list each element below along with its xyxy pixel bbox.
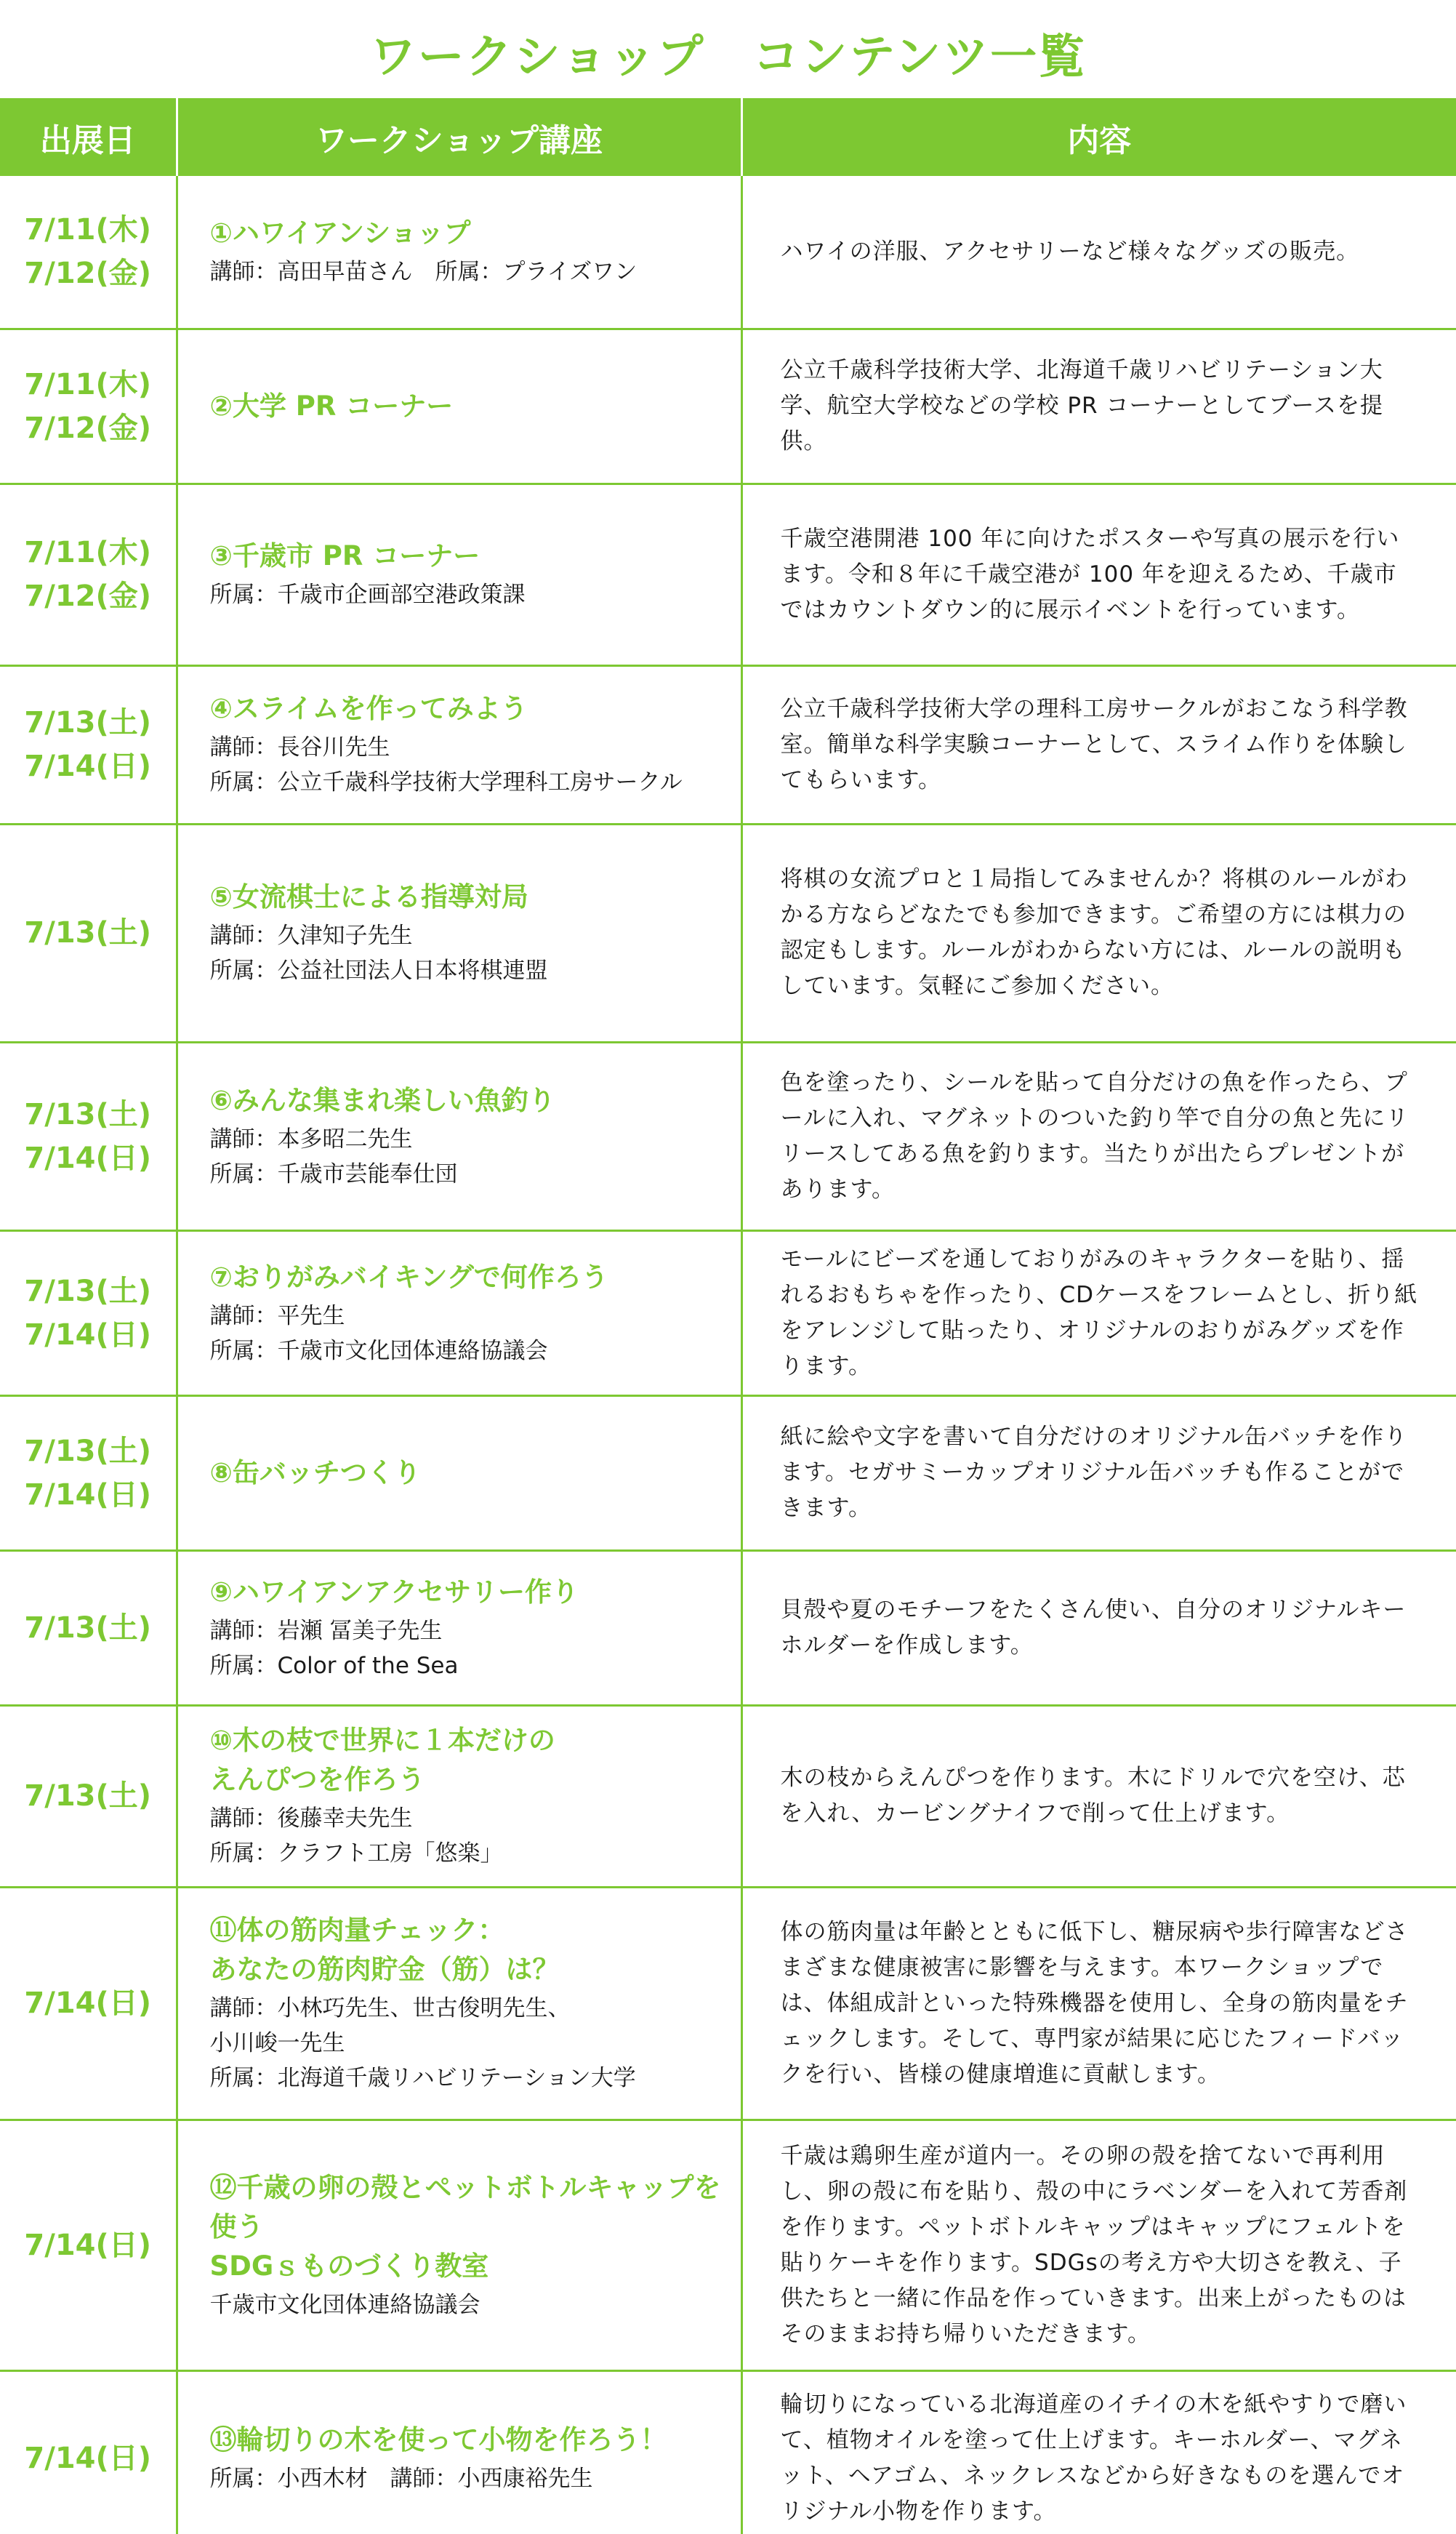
course-cell: [177, 1395, 741, 1550]
description-cell: 千歳は鶏卵生産が道内一。その卵の殻を捨てないで再利用し、卵の殻に布を貼り、殻の中にラベンダーを入れて芳香剤を作ります。ペットボトルキャップはキャップにフェルトを貼りケーキを作ります。SDGsの考え方や大切さを教え、子供たちと一緒に作品を作っていきます。出来上がったものはそのままお持ち帰りいただきます。: [741, 2120, 1456, 2370]
table-row: [0, 665, 1456, 824]
date-text: 7/12(金): [24, 580, 152, 613]
table-row: [0, 329, 1456, 484]
course-info-line: 所属：北海道千歳リハビリテーション大学: [209, 2065, 636, 2091]
course-info: [210, 1299, 726, 1368]
course-name-line: ⑪体の筋肉量チェック：: [209, 1914, 505, 1946]
description-cell: 千歳空港開港 100 年に向けたポスターや写真の展示を行います。令和８年に千歳空港が 100 年を迎えるため、千歳市ではカウントダウン的に展示イベントを行っています。: [741, 484, 1456, 665]
date-cell: [0, 824, 177, 1042]
course-cell: [177, 1887, 741, 2120]
workshop-table: [0, 98, 1456, 2534]
course-cell: [177, 2120, 741, 2370]
date-cell: [0, 2370, 177, 2534]
date-text: 7/13(土): [24, 1611, 152, 1645]
table-row: [0, 1705, 1456, 1887]
date-text: 7/14(日): [24, 1318, 152, 1352]
course-name-line: ⑥みんな集まれ楽しい魚釣り: [209, 1084, 555, 1116]
course-cell: [177, 665, 741, 824]
course-info: [210, 254, 726, 289]
course-info-line: 所属：公益社団法人日本将棋連盟: [209, 958, 548, 984]
table-row: [0, 1230, 1456, 1395]
date-text: 7/13(土): [24, 1097, 152, 1131]
description-cell: 紙に絵や文字を書いて自分だけのオリジナル缶バッチを作ります。セガサミーカップオリジナル缶バッチも作ることができます。: [741, 1395, 1456, 1550]
course-name: [210, 1573, 726, 1612]
course-info: [210, 2288, 726, 2322]
course-info-line: 小川峻一先生: [209, 2030, 345, 2056]
page-title: ワークショップ コンテンツ一覧: [369, 30, 1087, 84]
date-cell: [0, 484, 177, 665]
table-row: [0, 1042, 1456, 1230]
course-name-line: ②大学 PR コーナー: [209, 390, 454, 422]
course-cell: [177, 176, 741, 329]
date-cell: [0, 1042, 177, 1230]
course-cell: [177, 824, 741, 1042]
course-cell: [177, 1550, 741, 1705]
course-info-line: 所属：千歳市芸能奉仕団: [209, 1160, 458, 1187]
date-text: 7/13(土): [24, 706, 152, 739]
course-name: [210, 689, 726, 729]
table-header-row: [0, 98, 1456, 176]
date-text: 7/14(日): [24, 1986, 152, 2020]
course-name-line: ⑦おりがみバイキングで何作ろう: [209, 1261, 608, 1293]
course-info-line: 千歳市文化団体連絡協議会: [209, 2291, 480, 2318]
course-cell: [177, 1042, 741, 1230]
date-text: 7/13(土): [24, 1274, 152, 1308]
description-cell: 公立千歳科学技術大学の理科工房サークルがおこなう科学教室。簡単な科学実験コーナーとして、スライム作りを体験してもらいます。: [741, 665, 1456, 824]
course-name: [210, 1721, 726, 1800]
course-cell: [177, 484, 741, 665]
date-text: 7/14(日): [24, 2441, 152, 2475]
description-cell: 公立千歳科学技術大学、北海道千歳リハビリテーション大学、航空大学校などの学校 PR コーナーとしてブースを提供。: [741, 329, 1456, 484]
date-text: 7/14(日): [24, 1478, 152, 1512]
course-name: [210, 2421, 726, 2460]
course-info: [210, 918, 726, 988]
course-cell: [177, 2370, 741, 2534]
date-text: 7/13(土): [24, 1779, 152, 1813]
course-info: [210, 730, 726, 800]
course-name-line: ⑫千歳の卵の殻とペットボトルキャップを使う: [209, 2171, 721, 2242]
date-text: 7/11(木): [24, 213, 152, 247]
course-info: [210, 577, 726, 612]
table-row: [0, 1395, 1456, 1550]
course-info-line: 講師：久津知子先生: [209, 923, 413, 949]
course-name: [210, 214, 726, 253]
course-info: [210, 1122, 726, 1192]
course-name-line: ③千歳市 PR コーナー: [209, 540, 480, 572]
course-name: [210, 2168, 726, 2286]
description-cell: 輪切りになっている北海道産のイチイの木を紙やすりで磨いて、植物オイルを塗って仕上げます。キーホルダー、マグネット、ヘアゴム、ネックレスなどから好きなものを選んでオリジナル小物を作ります。: [741, 2370, 1456, 2534]
description-cell: 色を塗ったり、シールを貼って自分だけの魚を作ったら、プールに入れ、マグネットのついた釣り竿で自分の魚と先にリリースしてある魚を釣ります。当たりが出たらプレゼントがあります。: [741, 1042, 1456, 1230]
course-info-line: 所属：小西木材 講師：小西康裕先生: [209, 2465, 593, 2492]
course-info: [210, 1613, 726, 1683]
course-cell: [177, 1705, 741, 1887]
course-name-line: ⑬輪切りの木を使って小物を作ろう！: [209, 2423, 667, 2455]
description-cell: 貝殻や夏のモチーフをたくさん使い、自分のオリジナルキーホルダーを作成します。: [741, 1550, 1456, 1705]
course-name-line: ①ハワイアンショップ: [209, 217, 471, 249]
date-text: 7/14(日): [24, 750, 152, 783]
date-cell: [0, 1230, 177, 1395]
date-text: 7/13(土): [24, 916, 152, 950]
course-info-line: 所属：千歳市企画部空港政策課: [209, 582, 526, 608]
date-text: 7/14(日): [24, 1141, 152, 1175]
course-name-line: えんぴつを作ろう: [209, 1764, 425, 1795]
course-name: [210, 1911, 726, 1989]
course-name-line: ④スライムを作ってみよう: [209, 693, 528, 724]
course-info: [210, 1991, 726, 2096]
date-text: 7/13(土): [24, 1434, 152, 1468]
description-cell: 将棋の女流プロと１局指してみませんか？将棋のルールがわかる方ならどなたでも参加できます。ご希望の方には棋力の認定もします。ルールがわからない方には、ルールの説明もしています。気軽にご参加ください。: [741, 824, 1456, 1042]
date-cell: [0, 1887, 177, 2120]
course-name-line: ⑨ハワイアンアクセサリー作り: [209, 1576, 579, 1608]
table-row: [0, 1887, 1456, 2120]
description-cell: 木の枝からえんぴつを作ります。木にドリルで穴を空け、芯を入れ、カービングナイフで削って仕上げます。: [741, 1705, 1456, 1887]
course-name: [210, 1081, 726, 1120]
description-cell: モールにビーズを通しておりがみのキャラクターを貼り、揺れるおもちゃを作ったり、CDケースをフレームとし、折り紙をアレンジして貼ったり、オリジナルのおりがみグッズを作ります。: [741, 1230, 1456, 1395]
date-cell: [0, 329, 177, 484]
date-cell: [0, 665, 177, 824]
header-date: 出展日: [0, 98, 177, 176]
date-cell: [0, 1395, 177, 1550]
description-cell: 体の筋肉量は年齢とともに低下し、糖尿病や歩行障害などさまざまな健康被害に影響を与えます。本ワークショップでは、体組成計といった特殊機器を使用し、全身の筋肉量をチェックします。そして、専門家が結果に応じたフィードバックを行い、皆様の健康増進に貢献します。: [741, 1887, 1456, 2120]
course-name: [210, 387, 726, 426]
course-info-line: 講師：後藤幸夫先生: [209, 1805, 413, 1832]
course-name: [210, 1454, 726, 1493]
description-cell: ハワイの洋服、アクセサリーなど様々なグッズの販売。: [741, 176, 1456, 329]
date-cell: [0, 2120, 177, 2370]
course-info-line: 所属：公立千歳科学技術大学理科工房サークル: [209, 769, 683, 795]
course-info-line: 講師：小林巧先生、世古俊明先生、: [209, 1995, 571, 2021]
course-info-line: 所属：Color of the Sea: [209, 1652, 459, 1679]
table-row: [0, 176, 1456, 329]
date-text: 7/14(日): [24, 2228, 152, 2262]
course-name-line: ⑧缶バッチつくり: [209, 1456, 421, 1488]
date-text: 7/12(金): [24, 257, 152, 291]
date-text: 7/11(木): [24, 536, 152, 569]
course-name: [210, 1258, 726, 1297]
course-info-line: 講師：平先生: [209, 1302, 345, 1329]
course-info-line: 講師：高田早苗さん 所属：プライズワン: [209, 259, 637, 286]
course-cell: [177, 329, 741, 484]
header-content: 内容: [741, 98, 1456, 176]
table-row: [0, 824, 1456, 1042]
course-name-line: ⑩木の枝で世界に１本だけの: [209, 1725, 555, 1756]
course-name: [210, 878, 726, 917]
table-row: [0, 1550, 1456, 1705]
course-info-line: 講師：長谷川先生: [209, 734, 390, 761]
course-info-line: 講師：本多昭二先生: [209, 1126, 413, 1152]
table-row: [0, 2120, 1456, 2370]
course-name-line: ⑤女流棋士による指導対局: [209, 881, 528, 913]
date-text: 7/12(金): [24, 411, 152, 445]
course-info: [210, 2461, 726, 2496]
course-info-line: 講師：岩瀬 冨美子先生: [209, 1617, 443, 1644]
date-cell: [0, 1550, 177, 1705]
course-name-line: SDGｓものづくり教室: [209, 2250, 489, 2282]
course-info-line: 所属：千歳市文化団体連絡協議会: [209, 1337, 548, 1364]
header-course: ワークショップ講座: [177, 98, 741, 176]
date-cell: [0, 176, 177, 329]
table-row: [0, 484, 1456, 665]
date-text: 7/11(木): [24, 367, 152, 401]
date-cell: [0, 1705, 177, 1887]
course-name: [210, 537, 726, 576]
course-info-line: 所属：クラフト工房「悠楽」: [209, 1840, 503, 1867]
table-row: [0, 2370, 1456, 2534]
course-cell: [177, 1230, 741, 1395]
course-info: [210, 1801, 726, 1871]
course-name-line: あなたの筋肉貯金（筋）は？: [209, 1954, 560, 1985]
